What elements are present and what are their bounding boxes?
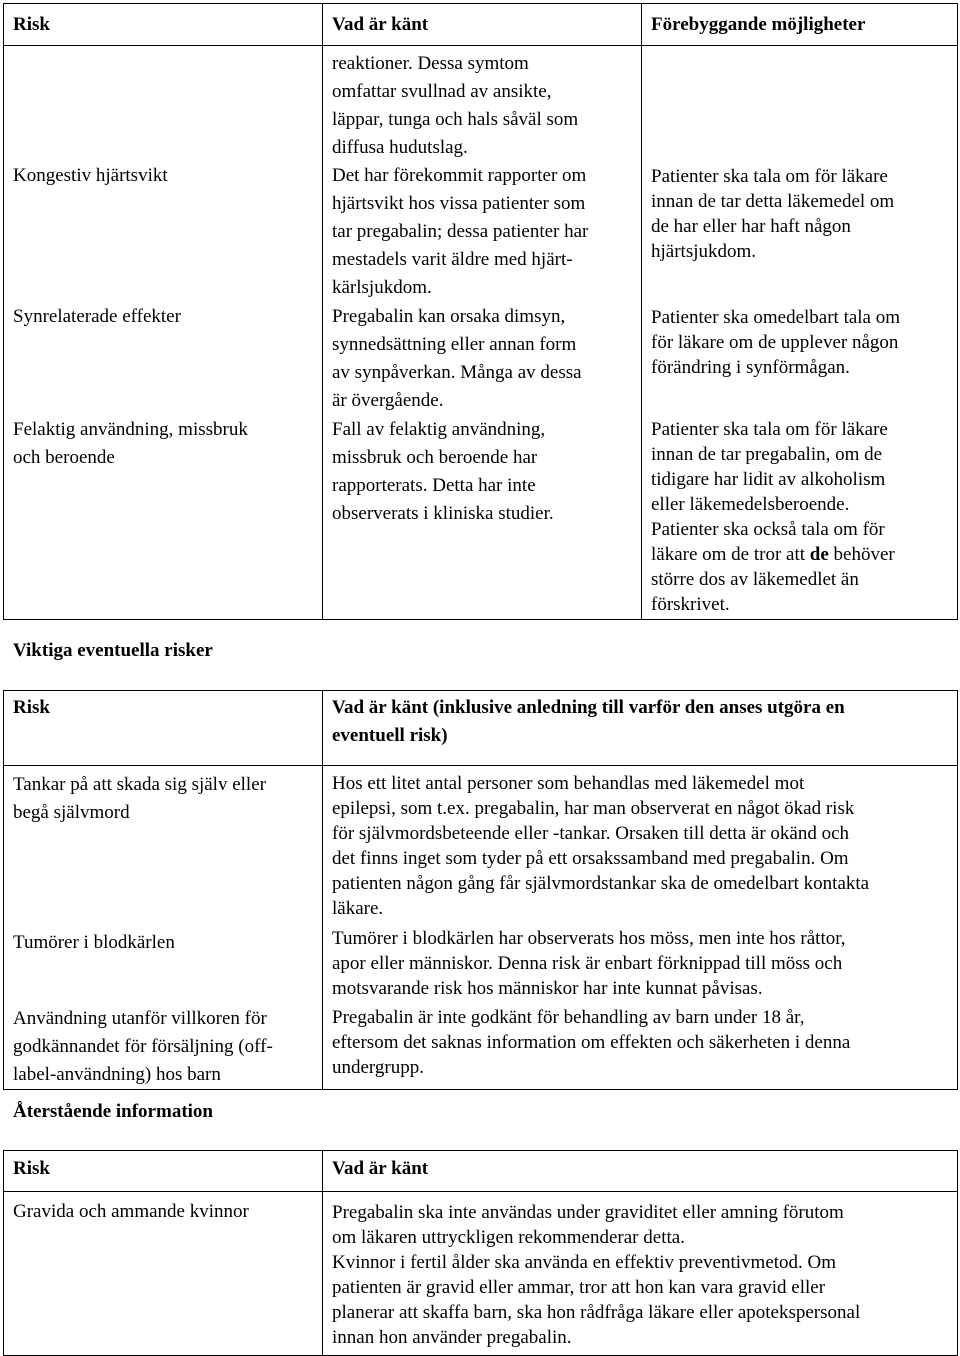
- text-line: planerar att skaffa barn, ska hon rådfråga läkare eller apotekspersonal: [332, 1302, 861, 1323]
- emphasis-text: de: [809, 544, 829, 565]
- text-line: mestadels varit äldre med hjärt-: [332, 249, 573, 270]
- table-row: [4, 1002, 958, 1090]
- known-cell: [323, 416, 642, 619]
- text-line: innan hon använder pregabalin.: [332, 1327, 572, 1348]
- table-header-row: [4, 691, 958, 766]
- table-row: [4, 303, 958, 416]
- column-header-known: Vad är känt: [323, 4, 642, 46]
- text-line: Risk: [13, 697, 50, 718]
- text-line: missbruk och beroende har: [332, 447, 538, 468]
- text-line: reaktioner. Dessa symtom: [332, 53, 529, 74]
- risk-cell: [4, 162, 323, 303]
- risk-cell: [4, 46, 323, 163]
- text-line: om läkaren uttryckligen rekommenderar detta.: [332, 1227, 685, 1248]
- text-line: förskrivet.: [651, 594, 730, 615]
- risk-cell: [4, 303, 323, 416]
- text-line: Patienter ska omedelbart tala om: [651, 307, 901, 328]
- text-line: Kvinnor i fertil ålder ska använda en effektiv preventivmetod. Om: [332, 1252, 837, 1273]
- text-line: läppar, tunga och hals såväl som: [332, 109, 579, 130]
- section-title-missing-information: Återstående information: [13, 1101, 213, 1122]
- table-header-row: [4, 4, 958, 46]
- risk-cell: [4, 766, 323, 924]
- text-line: hjärtsjukdom.: [651, 241, 757, 262]
- text-line: begå självmord: [13, 802, 130, 823]
- text-line: tar pregabalin; dessa patienter har: [332, 221, 589, 242]
- column-header-risk: [4, 691, 323, 766]
- text-line: för självmordsbeteende eller -tankar. Orsaken till detta är okänd och: [332, 823, 850, 844]
- text-line: Synrelaterade effekter: [13, 306, 181, 327]
- text-line: omfattar svullnad av ansikte,: [332, 81, 552, 102]
- text-line: Tumörer i blodkärlen: [13, 931, 175, 953]
- text-fragment: läkare om de tror att: [651, 544, 810, 565]
- text-line: Tumörer i blodkärlen har observerats hos möss, men inte hos råttor,: [332, 927, 846, 949]
- column-header-risk: Risk: [4, 1151, 323, 1192]
- text-line: Pregabalin är inte godkänt för behandling av barn under 18 år,: [332, 1006, 805, 1028]
- known-cell: [323, 1192, 958, 1356]
- text-line: patienten är gravid eller ammar, tror att hon kan vara gravid eller: [332, 1277, 826, 1298]
- prevention-cell: [642, 303, 958, 416]
- table-row: [4, 766, 958, 924]
- risk-cell: [4, 1192, 323, 1356]
- text-line: större dos av läkemedlet än: [651, 569, 859, 590]
- text-line: Patienter ska också tala om för: [651, 519, 885, 540]
- missing-information-table: [3, 1150, 958, 1356]
- column-header-known: [323, 691, 958, 766]
- text-line: epilepsi, som t.ex. pregabalin, har man observerat en något ökad risk: [332, 798, 855, 819]
- text-line: det finns inget som tyder på ett orsakssamband med pregabalin. Om: [332, 848, 849, 869]
- text-line: godkännandet för försäljning (off-: [13, 1035, 273, 1057]
- text-line: hjärtsvikt hos vissa patienter som: [332, 193, 586, 214]
- text-line: label-användning) hos barn: [13, 1063, 221, 1085]
- text-line: Pregabalin kan orsaka dimsyn,: [332, 306, 566, 327]
- text-line: läkare.: [332, 898, 384, 919]
- text-fragment: behöver: [828, 544, 895, 565]
- column-header-known: Vad är känt: [323, 1151, 958, 1192]
- risk-cell: [4, 416, 323, 619]
- text-line: Felaktig användning, missbruk: [13, 419, 248, 440]
- prevention-cell: [642, 162, 958, 303]
- section-title-potential-risks: Viktiga eventuella risker: [13, 640, 213, 661]
- text-line: Vad är känt (inklusive anledning till varför den anses utgöra en: [332, 697, 845, 718]
- text-line: Användning utanför villkoren för: [13, 1007, 267, 1029]
- text-line: apor eller människor. Denna risk är enbart förknippad till möss och: [332, 952, 843, 974]
- table-row: [4, 46, 958, 163]
- known-cell: [323, 1002, 958, 1090]
- text-line: av synpåverkan. Många av dessa: [332, 362, 582, 383]
- known-cell: [323, 766, 958, 924]
- text-line: Patienter ska tala om för läkare: [651, 419, 888, 440]
- text-line: Kongestiv hjärtsvikt: [13, 165, 168, 186]
- table-row: [4, 416, 958, 619]
- text-line: [651, 542, 948, 567]
- text-line: de har eller har haft någon: [651, 216, 851, 237]
- column-header-prevention: Förebyggande möjligheter: [642, 4, 958, 46]
- known-cell: [323, 924, 958, 1002]
- text-line: förändring i synförmågan.: [651, 357, 850, 378]
- text-line: och beroende: [13, 447, 115, 468]
- text-line: eventuell risk): [332, 725, 448, 746]
- text-line: Tankar på att skada sig själv eller: [13, 774, 266, 795]
- prevention-cell: [642, 46, 958, 163]
- text-line: tidigare har lidit av alkoholism: [651, 469, 886, 490]
- text-line: undergrupp.: [332, 1056, 424, 1078]
- text-line: Fall av felaktig användning,: [332, 419, 546, 440]
- risk-cell: [4, 924, 323, 1002]
- text-line: kärlsjukdom.: [332, 277, 432, 298]
- text-line: diffusa hudutslag.: [332, 137, 468, 158]
- text-line: Pregabalin ska inte användas under graviditet eller amning förutom: [332, 1202, 844, 1223]
- text-line: eller läkemedelsberoende.: [651, 494, 850, 515]
- text-line: innan de tar detta läkemedel om: [651, 191, 895, 212]
- table-row: [4, 1192, 958, 1356]
- risk-table-identified: [3, 3, 958, 620]
- table-row: [4, 162, 958, 303]
- known-cell: [323, 303, 642, 416]
- text-line: innan de tar pregabalin, om de: [651, 444, 883, 465]
- text-line: rapporterats. Detta har inte: [332, 475, 536, 496]
- table-header-row: [4, 1151, 958, 1192]
- text-line: för läkare om de upplever någon: [651, 332, 899, 353]
- text-line: motsvarande risk hos människor har inte kunnat påvisas.: [332, 977, 763, 999]
- known-cell: [323, 162, 642, 303]
- risk-table-potential: [3, 690, 958, 1090]
- text-line: synnedsättning eller annan form: [332, 334, 577, 355]
- text-line: observerats i kliniska studier.: [332, 503, 554, 524]
- known-cell: [323, 46, 642, 163]
- text-line: Patienter ska tala om för läkare: [651, 166, 888, 187]
- column-header-risk: Risk: [4, 4, 323, 46]
- text-line: patienten någon gång får självmordstankar ska de omedelbart kontakta: [332, 873, 870, 894]
- risk-cell: [4, 1002, 323, 1090]
- text-line: är övergående.: [332, 390, 444, 411]
- table-row: [4, 924, 958, 1002]
- text-line: Hos ett litet antal personer som behandlas med läkemedel mot: [332, 773, 805, 794]
- text-line: eftersom det saknas information om effekten och säkerheten i denna: [332, 1031, 851, 1053]
- text-line: Det har förekommit rapporter om: [332, 165, 587, 186]
- prevention-cell: [642, 416, 958, 619]
- text-line: Gravida och ammande kvinnor: [13, 1201, 249, 1222]
